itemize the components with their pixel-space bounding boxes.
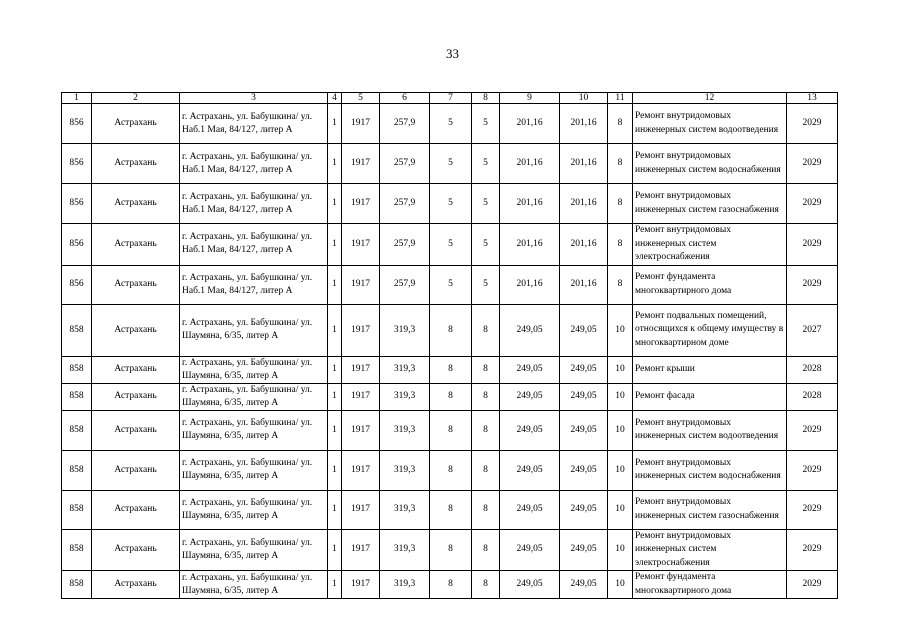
- year-built-cell: 1917: [342, 144, 380, 184]
- residents-cell: 10: [608, 304, 633, 356]
- housing-type-cell: 1: [328, 184, 342, 224]
- address-cell: г. Астрахань, ул. Бабушкина/ ул. Шаумяна, 6/35, литер А: [180, 450, 328, 490]
- address-cell: г. Астрахань, ул. Бабушкина/ ул. Шаумяна, 6/35, литер А: [180, 490, 328, 529]
- area-living-cell: 249,05: [560, 571, 608, 599]
- area-residential-cell: 249,05: [500, 383, 560, 410]
- work-type-cell: Ремонт внутридомовых инженерных систем газоснабжения: [633, 490, 787, 529]
- area-total-cell: 257,9: [380, 184, 430, 224]
- city-cell: Астрахань: [92, 144, 180, 184]
- floors-cell: 8: [430, 356, 472, 383]
- housing-type-cell: 1: [328, 450, 342, 490]
- table-row: [62, 144, 838, 184]
- residents-cell: 10: [608, 529, 633, 571]
- year-built-cell: 1917: [342, 265, 380, 304]
- housing-type-cell: 1: [328, 383, 342, 410]
- city-cell: Астрахань: [92, 410, 180, 450]
- area-residential-cell: 249,05: [500, 490, 560, 529]
- city-cell: Астрахань: [92, 529, 180, 571]
- address-cell: г. Астрахань, ул. Бабушкина/ ул. Наб.1 Мая, 84/127, литер А: [180, 144, 328, 184]
- row-number-cell: 856: [62, 265, 92, 304]
- area-total-cell: 319,3: [380, 356, 430, 383]
- address-cell: г. Астрахань, ул. Бабушкина/ ул. Шаумяна, 6/35, литер А: [180, 304, 328, 356]
- column-header: 4: [328, 93, 342, 104]
- area-living-cell: 201,16: [560, 144, 608, 184]
- plan-year-cell: 2028: [787, 356, 838, 383]
- city-cell: Астрахань: [92, 184, 180, 224]
- table-row: [62, 571, 838, 599]
- floors-cell: 5: [430, 184, 472, 224]
- area-total-cell: 257,9: [380, 144, 430, 184]
- area-total-cell: 319,3: [380, 383, 430, 410]
- area-total-cell: 257,9: [380, 104, 430, 144]
- city-cell: Астрахань: [92, 490, 180, 529]
- floors-cell: 8: [430, 450, 472, 490]
- year-built-cell: 1917: [342, 224, 380, 266]
- table-row: [62, 184, 838, 224]
- address-cell: г. Астрахань, ул. Бабушкина/ ул. Наб.1 Мая, 84/127, литер А: [180, 184, 328, 224]
- address-cell: г. Астрахань, ул. Бабушкина/ ул. Шаумяна, 6/35, литер А: [180, 571, 328, 599]
- residents-cell: 8: [608, 144, 633, 184]
- work-type-cell: Ремонт подвальных помещений, относящихся к общему имуществу в многоквартирном доме: [633, 304, 787, 356]
- year-built-cell: 1917: [342, 383, 380, 410]
- column-header: 12: [633, 93, 787, 104]
- floors-cell: 8: [430, 490, 472, 529]
- city-cell: Астрахань: [92, 383, 180, 410]
- area-living-cell: 201,16: [560, 184, 608, 224]
- year-built-cell: 1917: [342, 571, 380, 599]
- plan-year-cell: 2029: [787, 265, 838, 304]
- work-type-cell: Ремонт внутридомовых инженерных систем газоснабжения: [633, 184, 787, 224]
- page-number: 33: [446, 46, 459, 61]
- residents-cell: 8: [608, 224, 633, 266]
- year-built-cell: 1917: [342, 529, 380, 571]
- row-number-cell: 856: [62, 144, 92, 184]
- column-header: 8: [472, 93, 500, 104]
- housing-type-cell: 1: [328, 356, 342, 383]
- entrances-cell: 5: [472, 265, 500, 304]
- address-cell: г. Астрахань, ул. Бабушкина/ ул. Шаумяна, 6/35, литер А: [180, 529, 328, 571]
- year-built-cell: 1917: [342, 490, 380, 529]
- floors-cell: 5: [430, 265, 472, 304]
- work-type-cell: Ремонт фундамента многоквартирного дома: [633, 571, 787, 599]
- area-residential-cell: 201,16: [500, 224, 560, 266]
- entrances-cell: 5: [472, 144, 500, 184]
- address-cell: г. Астрахань, ул. Бабушкина/ ул. Шаумяна, 6/35, литер А: [180, 410, 328, 450]
- city-cell: Астрахань: [92, 450, 180, 490]
- entrances-cell: 8: [472, 450, 500, 490]
- table-row: [62, 490, 838, 529]
- column-header: 2: [92, 93, 180, 104]
- row-number-cell: 858: [62, 356, 92, 383]
- table-row: [62, 383, 838, 410]
- work-type-cell: Ремонт внутридомовых инженерных систем электроснабжения: [633, 529, 787, 571]
- area-total-cell: 257,9: [380, 224, 430, 266]
- row-number-cell: 858: [62, 450, 92, 490]
- entrances-cell: 5: [472, 224, 500, 266]
- year-built-cell: 1917: [342, 104, 380, 144]
- area-residential-cell: 201,16: [500, 184, 560, 224]
- area-living-cell: 249,05: [560, 356, 608, 383]
- area-living-cell: 201,16: [560, 265, 608, 304]
- entrances-cell: 8: [472, 490, 500, 529]
- row-number-cell: 858: [62, 571, 92, 599]
- area-living-cell: 249,05: [560, 490, 608, 529]
- year-built-cell: 1917: [342, 450, 380, 490]
- work-type-cell: Ремонт крыши: [633, 356, 787, 383]
- area-total-cell: 257,9: [380, 265, 430, 304]
- table-row: [62, 104, 838, 144]
- residents-cell: 10: [608, 410, 633, 450]
- column-header: 7: [430, 93, 472, 104]
- column-header: 1: [62, 93, 92, 104]
- row-number-cell: 858: [62, 410, 92, 450]
- area-total-cell: 319,3: [380, 410, 430, 450]
- area-total-cell: 319,3: [380, 571, 430, 599]
- column-header: 11: [608, 93, 633, 104]
- floors-cell: 5: [430, 224, 472, 266]
- floors-cell: 5: [430, 104, 472, 144]
- plan-year-cell: 2029: [787, 450, 838, 490]
- column-header: 10: [560, 93, 608, 104]
- city-cell: Астрахань: [92, 304, 180, 356]
- area-residential-cell: 249,05: [500, 304, 560, 356]
- year-built-cell: 1917: [342, 304, 380, 356]
- work-type-cell: Ремонт фундамента многоквартирного дома: [633, 265, 787, 304]
- floors-cell: 8: [430, 304, 472, 356]
- repair-schedule-table: [61, 92, 838, 599]
- housing-type-cell: 1: [328, 224, 342, 266]
- floors-cell: 5: [430, 144, 472, 184]
- address-cell: г. Астрахань, ул. Бабушкина/ ул. Наб.1 Мая, 84/127, литер А: [180, 104, 328, 144]
- area-total-cell: 319,3: [380, 529, 430, 571]
- column-header: 9: [500, 93, 560, 104]
- row-number-cell: 858: [62, 490, 92, 529]
- row-number-cell: 856: [62, 104, 92, 144]
- plan-year-cell: 2027: [787, 304, 838, 356]
- area-total-cell: 319,3: [380, 450, 430, 490]
- plan-year-cell: 2029: [787, 224, 838, 266]
- city-cell: Астрахань: [92, 265, 180, 304]
- work-type-cell: Ремонт внутридомовых инженерных систем водоотведения: [633, 104, 787, 144]
- area-residential-cell: 201,16: [500, 104, 560, 144]
- plan-year-cell: 2029: [787, 104, 838, 144]
- area-residential-cell: 201,16: [500, 144, 560, 184]
- entrances-cell: 8: [472, 356, 500, 383]
- residents-cell: 8: [608, 265, 633, 304]
- area-total-cell: 319,3: [380, 304, 430, 356]
- residents-cell: 8: [608, 184, 633, 224]
- work-type-cell: Ремонт внутридомовых инженерных систем водоснабжения: [633, 144, 787, 184]
- row-number-cell: 858: [62, 383, 92, 410]
- work-type-cell: Ремонт внутридомовых инженерных систем водоснабжения: [633, 450, 787, 490]
- area-living-cell: 249,05: [560, 450, 608, 490]
- plan-year-cell: 2029: [787, 529, 838, 571]
- floors-cell: 8: [430, 571, 472, 599]
- year-built-cell: 1917: [342, 184, 380, 224]
- plan-year-cell: 2029: [787, 571, 838, 599]
- work-type-cell: Ремонт фасада: [633, 383, 787, 410]
- row-number-cell: 856: [62, 184, 92, 224]
- area-residential-cell: 201,16: [500, 265, 560, 304]
- plan-year-cell: 2029: [787, 184, 838, 224]
- area-residential-cell: 249,05: [500, 410, 560, 450]
- plan-year-cell: 2028: [787, 383, 838, 410]
- column-header: 6: [380, 93, 430, 104]
- housing-type-cell: 1: [328, 304, 342, 356]
- plan-year-cell: 2029: [787, 410, 838, 450]
- area-total-cell: 319,3: [380, 490, 430, 529]
- entrances-cell: 8: [472, 383, 500, 410]
- housing-type-cell: 1: [328, 144, 342, 184]
- floors-cell: 8: [430, 529, 472, 571]
- city-cell: Астрахань: [92, 104, 180, 144]
- address-cell: г. Астрахань, ул. Бабушкина/ ул. Шаумяна, 6/35, литер А: [180, 356, 328, 383]
- row-number-cell: 856: [62, 224, 92, 266]
- column-header: 3: [180, 93, 328, 104]
- area-residential-cell: 249,05: [500, 571, 560, 599]
- residents-cell: 10: [608, 450, 633, 490]
- housing-type-cell: 1: [328, 571, 342, 599]
- table-row: [62, 450, 838, 490]
- area-living-cell: 201,16: [560, 104, 608, 144]
- area-living-cell: 201,16: [560, 224, 608, 266]
- residents-cell: 8: [608, 104, 633, 144]
- column-header: 5: [342, 93, 380, 104]
- area-living-cell: 249,05: [560, 383, 608, 410]
- column-number-row: [62, 93, 838, 104]
- housing-type-cell: 1: [328, 529, 342, 571]
- residents-cell: 10: [608, 571, 633, 599]
- area-residential-cell: 249,05: [500, 356, 560, 383]
- address-cell: г. Астрахань, ул. Бабушкина/ ул. Шаумяна, 6/35, литер А: [180, 383, 328, 410]
- entrances-cell: 8: [472, 410, 500, 450]
- entrances-cell: 5: [472, 104, 500, 144]
- address-cell: г. Астрахань, ул. Бабушкина/ ул. Наб.1 Мая, 84/127, литер А: [180, 224, 328, 266]
- year-built-cell: 1917: [342, 356, 380, 383]
- entrances-cell: 8: [472, 571, 500, 599]
- table-body: [62, 93, 838, 599]
- table-row: [62, 356, 838, 383]
- plan-year-cell: 2029: [787, 144, 838, 184]
- area-living-cell: 249,05: [560, 410, 608, 450]
- housing-type-cell: 1: [328, 490, 342, 529]
- area-residential-cell: 249,05: [500, 529, 560, 571]
- entrances-cell: 8: [472, 529, 500, 571]
- city-cell: Астрахань: [92, 224, 180, 266]
- entrances-cell: 5: [472, 184, 500, 224]
- plan-year-cell: 2029: [787, 490, 838, 529]
- table-row: [62, 410, 838, 450]
- floors-cell: 8: [430, 410, 472, 450]
- area-residential-cell: 249,05: [500, 450, 560, 490]
- table-row: [62, 224, 838, 266]
- year-built-cell: 1917: [342, 410, 380, 450]
- table-row: [62, 265, 838, 304]
- entrances-cell: 8: [472, 304, 500, 356]
- floors-cell: 8: [430, 383, 472, 410]
- residents-cell: 10: [608, 383, 633, 410]
- column-header: 13: [787, 93, 838, 104]
- housing-type-cell: 1: [328, 265, 342, 304]
- area-living-cell: 249,05: [560, 529, 608, 571]
- city-cell: Астрахань: [92, 356, 180, 383]
- city-cell: Астрахань: [92, 571, 180, 599]
- table-row: [62, 529, 838, 571]
- row-number-cell: 858: [62, 529, 92, 571]
- work-type-cell: Ремонт внутридомовых инженерных систем водоотведения: [633, 410, 787, 450]
- residents-cell: 10: [608, 490, 633, 529]
- table-row: [62, 304, 838, 356]
- work-type-cell: Ремонт внутридомовых инженерных систем электроснабжения: [633, 224, 787, 266]
- housing-type-cell: 1: [328, 104, 342, 144]
- area-living-cell: 249,05: [560, 304, 608, 356]
- housing-type-cell: 1: [328, 410, 342, 450]
- row-number-cell: 858: [62, 304, 92, 356]
- address-cell: г. Астрахань, ул. Бабушкина/ ул. Наб.1 Мая, 84/127, литер А: [180, 265, 328, 304]
- residents-cell: 10: [608, 356, 633, 383]
